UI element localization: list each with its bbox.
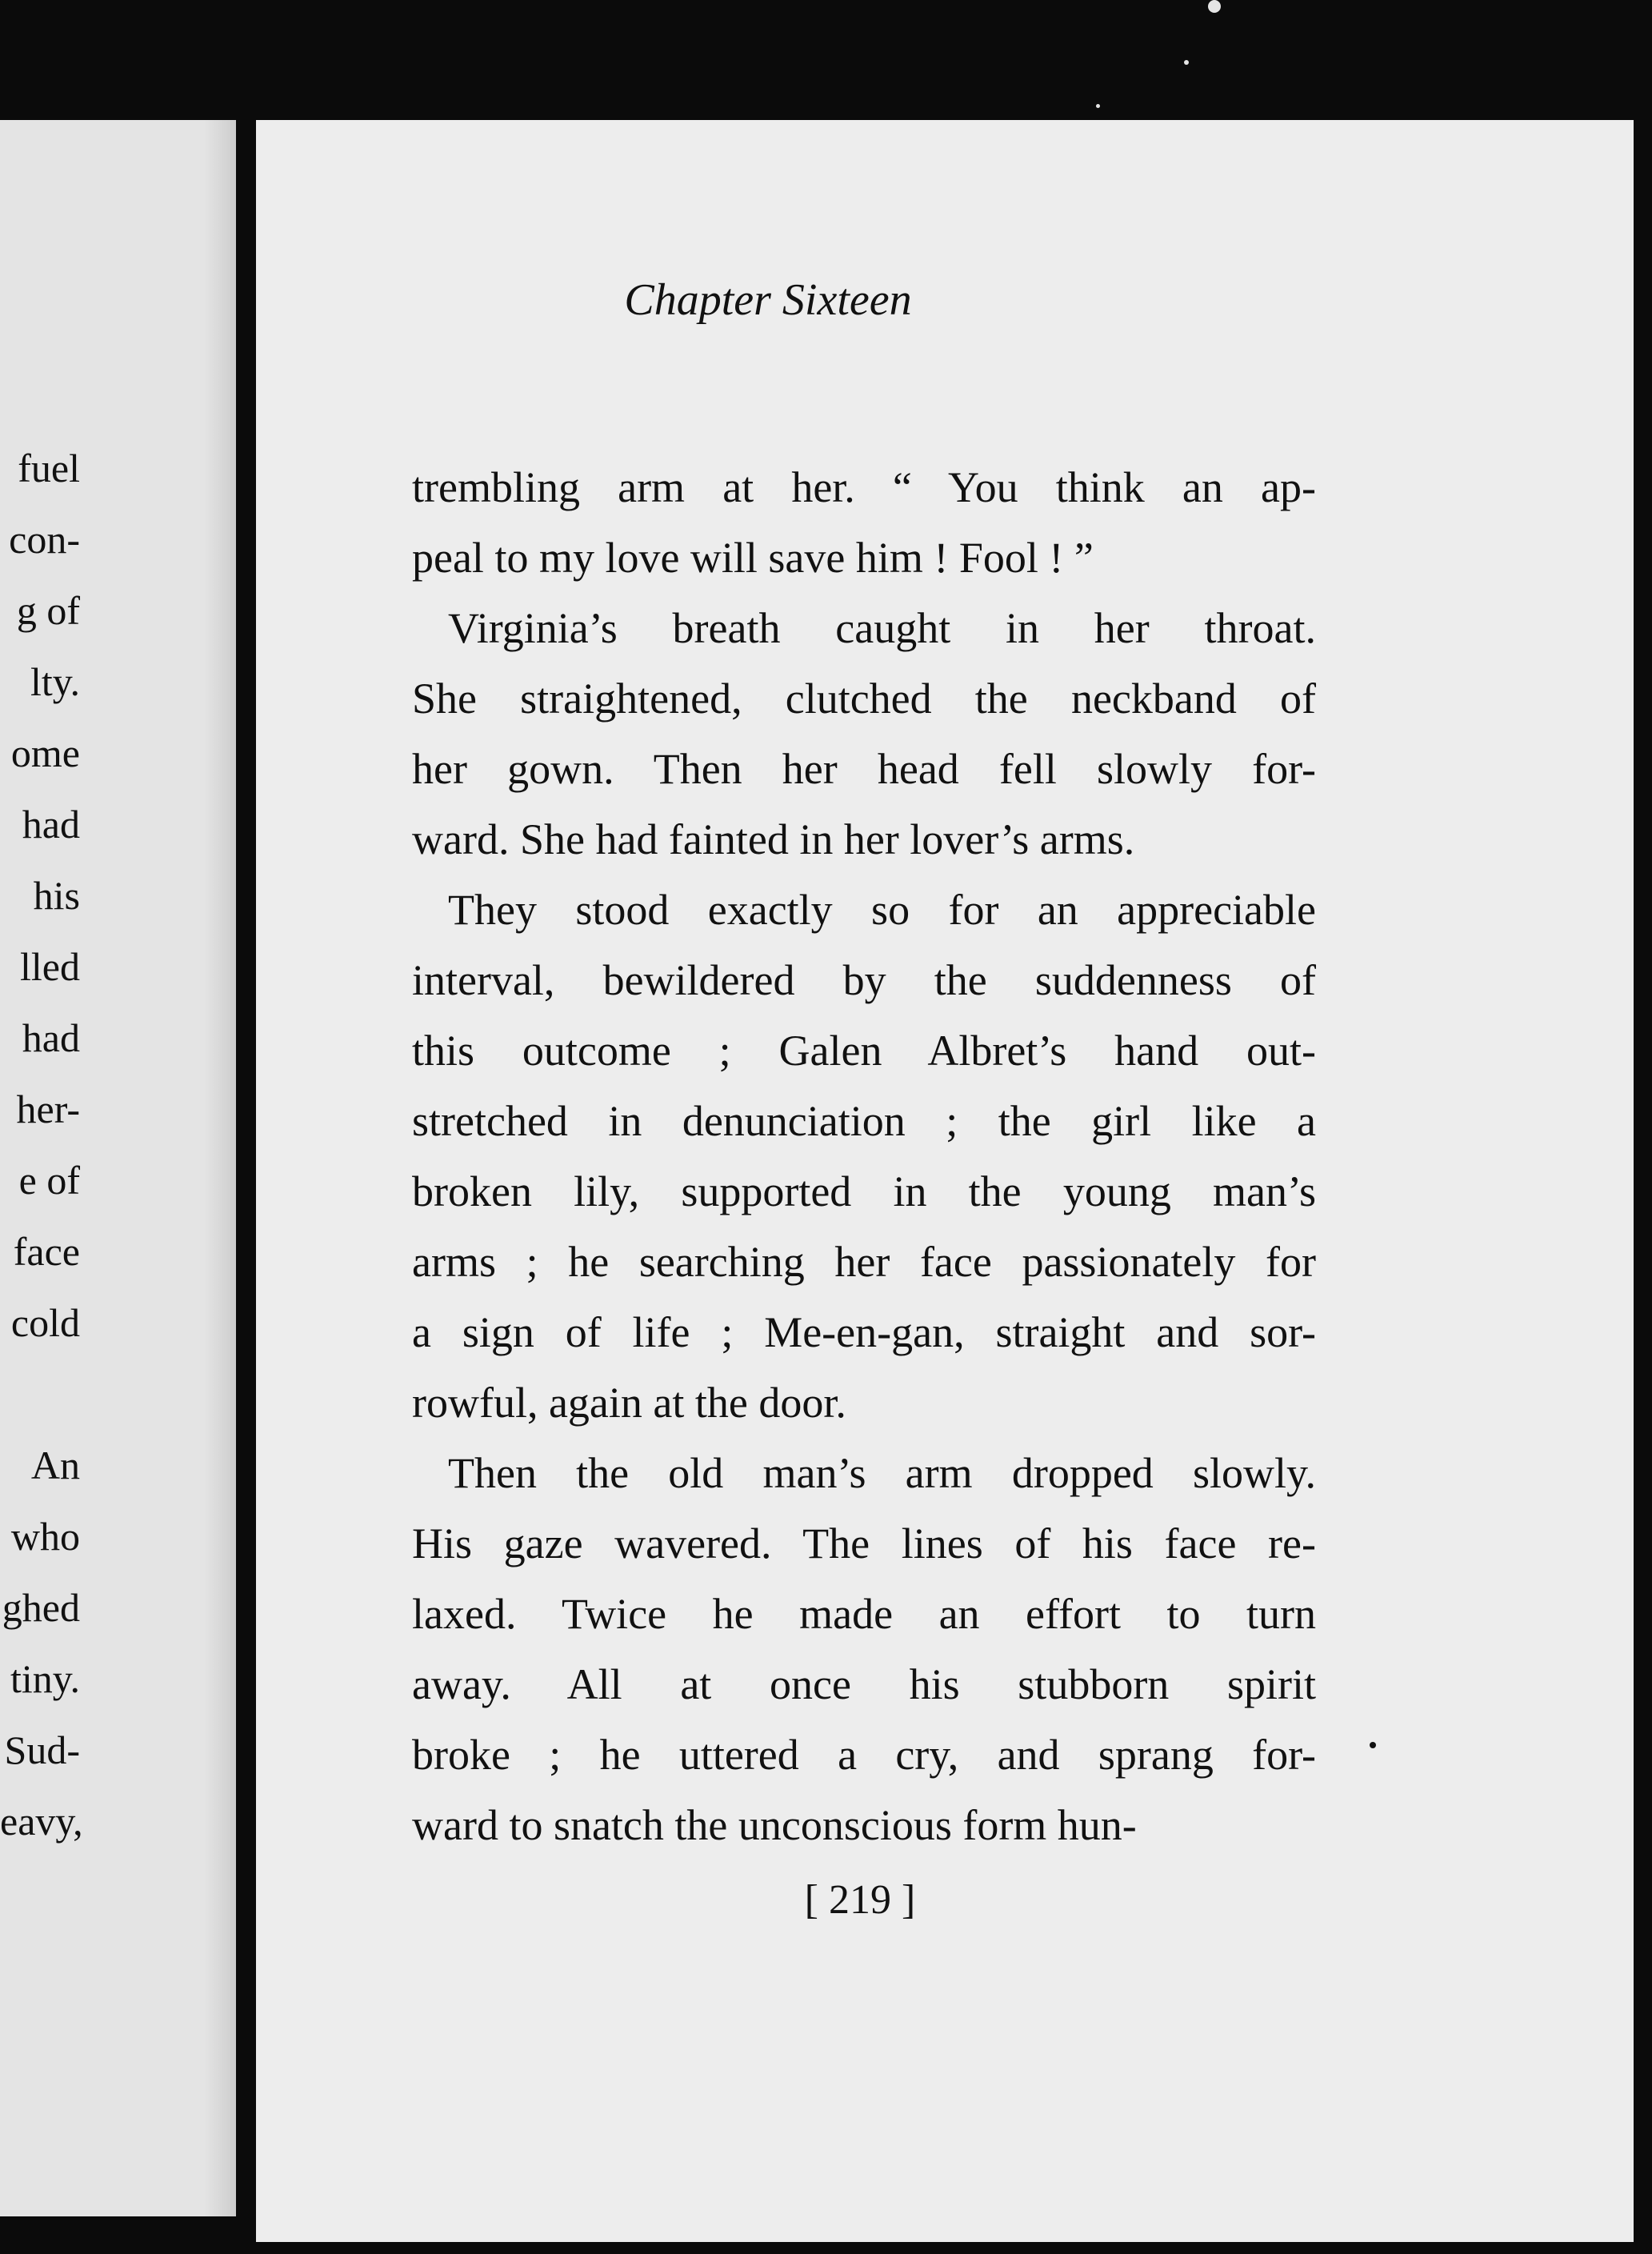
speck — [1208, 0, 1221, 13]
left-line-fragment: eavy, — [0, 1799, 83, 1844]
gutter-shadow — [204, 120, 236, 2216]
left-line-fragment: had — [22, 1015, 80, 1060]
left-line-fragment: her- — [16, 1087, 80, 1131]
left-line-fragment: g of — [16, 588, 80, 633]
speck — [1370, 1742, 1376, 1748]
text-line: her gown. Then her head fell slowly for- — [412, 745, 1316, 793]
left-line-fragment: tiny. — [10, 1656, 80, 1701]
text-line: this outcome ; Galen Albret’s hand out- — [412, 1027, 1316, 1075]
text-line: broken lily, supported in the young man’s — [412, 1167, 1316, 1215]
paragraph — [412, 593, 1316, 875]
text-line: a sign of life ; Me-en-gan, straight and sor- — [412, 1308, 1316, 1356]
text-line: stretched in denunciation ; the girl like a — [412, 1097, 1316, 1145]
left-line-fragment: fuel — [18, 446, 80, 490]
text-line: Virginia’s breath caught in her throat. — [448, 604, 1316, 652]
text-line: interval, bewildered by the suddenness of — [412, 956, 1316, 1004]
speck — [1096, 104, 1100, 108]
text-line: ward. She had fainted in her lover’s arms. — [412, 815, 1135, 863]
left-line-fragment: ome — [10, 731, 80, 775]
left-line-fragment: his — [33, 873, 80, 918]
text-line: peal to my love will save him ! Fool ! ” — [412, 534, 1094, 582]
text-line: arms ; he searching her face passionately for — [412, 1238, 1316, 1286]
text-line: She straightened, clutched the neckband of — [412, 675, 1316, 723]
left-line-fragment: ghed — [2, 1585, 80, 1630]
left-line-fragment: lty. — [30, 659, 80, 704]
left-line-fragment: con- — [9, 517, 80, 562]
speck — [1184, 60, 1189, 65]
text-line: rowful, again at the door. — [412, 1379, 846, 1427]
text-line: Then the old man’s arm dropped slowly. — [448, 1449, 1316, 1497]
page-number: [ 219 ] — [804, 1877, 916, 1923]
left-line-fragment: cold — [10, 1300, 80, 1345]
left-line-fragment: face — [13, 1229, 80, 1274]
text-line: broke ; he uttered a cry, and sprang for- — [412, 1731, 1316, 1779]
text-line: They stood exactly so for an appreciable — [448, 886, 1316, 934]
left-line-fragment: had — [22, 802, 80, 847]
paragraph — [412, 452, 1316, 593]
text-line: ward to snatch the unconscious form hun- — [412, 1801, 1137, 1849]
left-line-fragment: lled — [20, 944, 80, 989]
text-line: away. All at once his stubborn spirit — [412, 1660, 1316, 1708]
text-line: His gaze wavered. The lines of his face re- — [412, 1519, 1316, 1567]
paragraph — [412, 875, 1316, 1438]
chapter-title: Chapter Sixteen — [624, 275, 912, 325]
left-line-fragment: An — [30, 1443, 80, 1487]
text-line: trembling arm at her. “ You think an ap- — [412, 463, 1316, 511]
paragraph — [412, 1438, 1316, 1860]
left-line-fragment: who — [10, 1514, 80, 1559]
body-text — [412, 452, 1316, 1860]
text-line: laxed. Twice he made an effort to turn — [412, 1590, 1316, 1638]
left-line-fragment: Sud- — [4, 1728, 80, 1772]
left-line-fragment: e of — [18, 1158, 80, 1203]
